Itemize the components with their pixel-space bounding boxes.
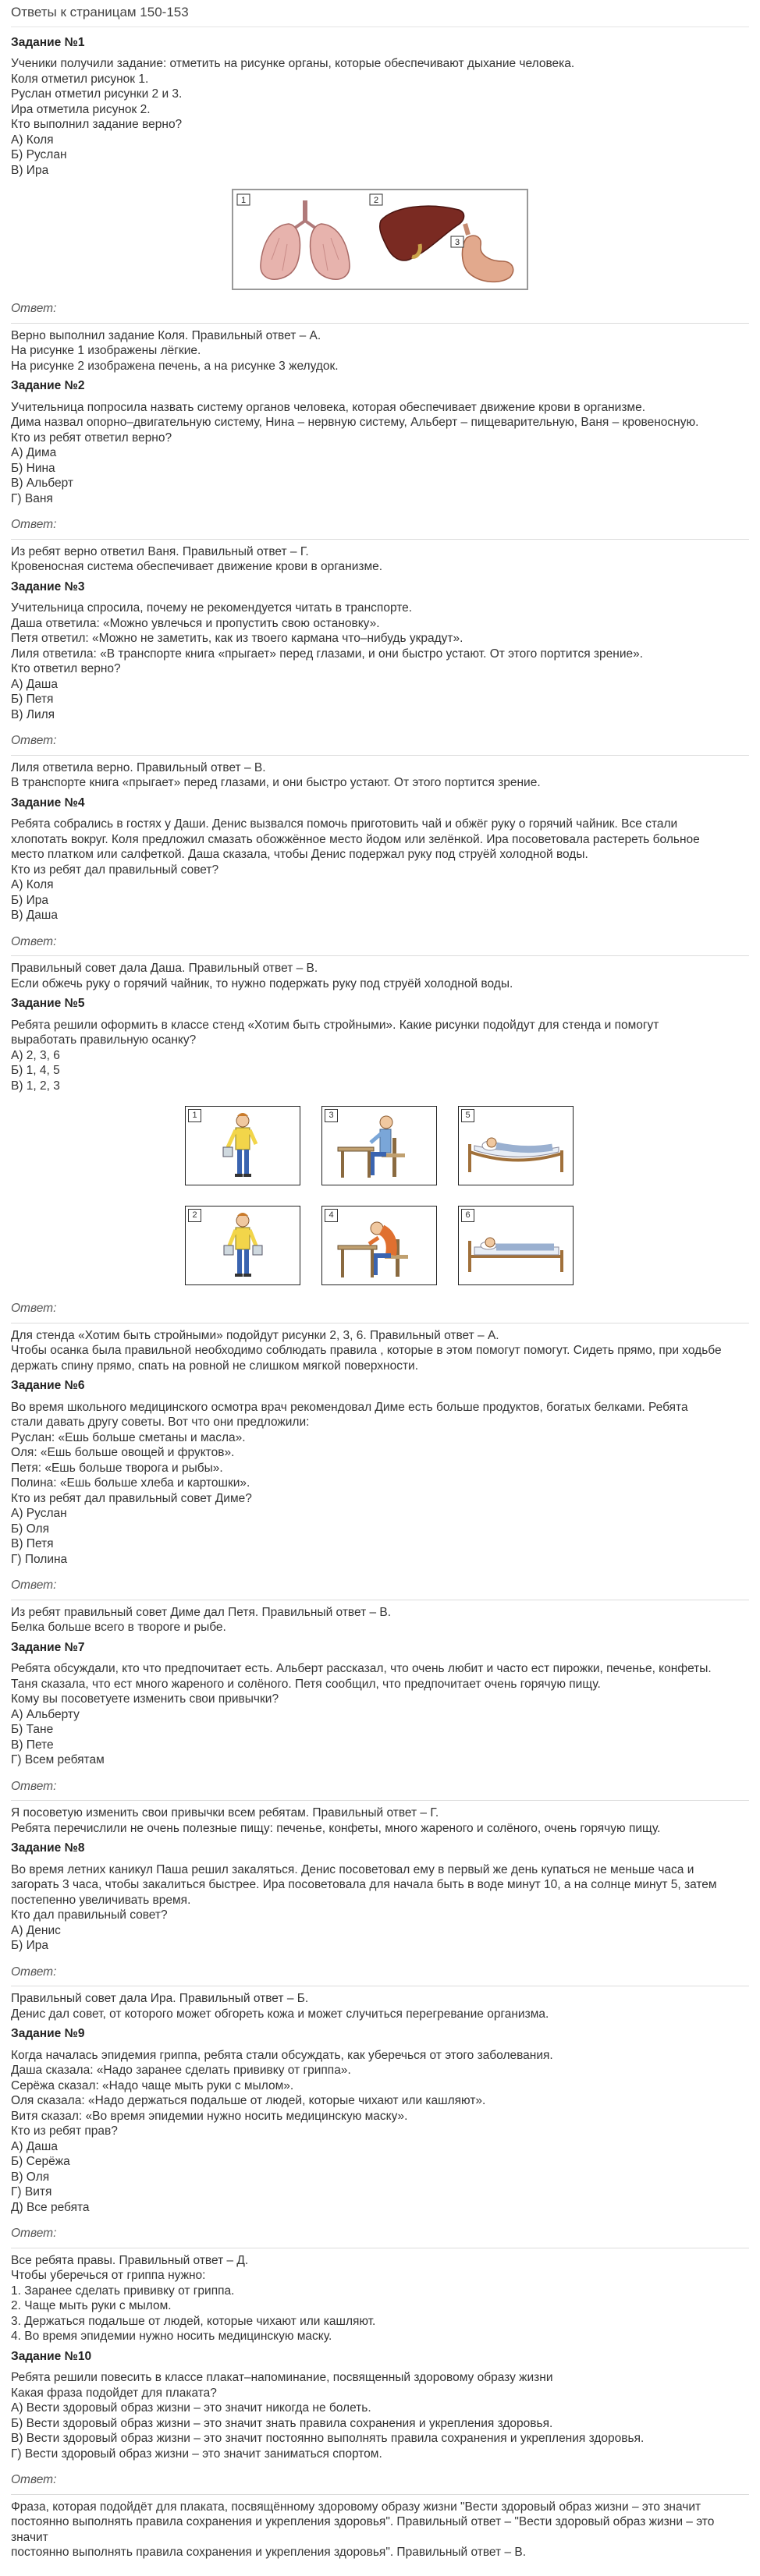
answer-line: 3. Держаться подальше от людей, которые чихают или кашляют. [11, 2314, 376, 2328]
question-line: Во время летних каникул Паша решил закаляться. Денис посоветовал ему в первый же день купаться не меньше часа и [11, 1862, 694, 1876]
question-line: Ребята собрались в гостях у Даши. Денис вызвался помочь приготовить чай и обжёг руку о горячий чайник. Все стали [11, 817, 678, 831]
question-line: Какая фраза подойдет для плаката? [11, 2386, 217, 2400]
posture-picture-5 [458, 1106, 574, 1185]
question-line: Кто выполнил задание верно? [11, 118, 183, 131]
question-line: Кто из ребят дал правильный совет Диме? [11, 1491, 252, 1505]
question-line: В) Альберт [11, 477, 73, 490]
question-line: место платком или салфеткой. Даша сказала, чтобы Денис подержал руку под струёй холодной воды. [11, 848, 588, 861]
task-section [11, 1378, 749, 1635]
question-line: Б) Ира [11, 1939, 49, 1952]
posture-picture-6 [458, 1206, 574, 1285]
question-line: Б) 1, 4, 5 [11, 1064, 60, 1077]
question-line: В) Пете [11, 1738, 54, 1752]
svg-text:1: 1 [240, 196, 247, 205]
answer-line: В транспорте книга «прыгает» перед глазами, и они быстро устают. От этого портится зрение. [11, 776, 541, 789]
answer-line: Кровеносная система обеспечивает движение крови в организме. [11, 560, 383, 573]
answer-divider [11, 539, 749, 540]
question-line: Петя: «Ешь больше творога и рыбы». [11, 1461, 223, 1475]
question-line: Учительница попросила назвать систему органов человека, которая обеспечивает движение крови в организме. [11, 400, 646, 414]
question-line: Ребята решили оформить в классе стенд «Хотим быть стройными». Какие рисунки подойдут для стенда и помогут [11, 1018, 659, 1032]
question-line: Б) Вести здоровый образ жизни – это значит знать правила сохранения и укрепления здоровья. [11, 2416, 553, 2430]
question-line: Коля отметил рисунок 1. [11, 72, 149, 86]
answer-line: постоянно выполнять правила сохранения и укрепления здоровья". Правильный ответ – "Вести здоровый образ жизни – это значит [11, 2515, 715, 2544]
answer-line: Для стенда «Хотим быть стройными» подойдут рисунки 2, 3, 6. Правильный ответ – А. [11, 1328, 499, 1342]
task-title: Задание №9 [11, 2027, 85, 2040]
question-line: Таня сказала, что ест много жареного и солёного. Петя сообщил, что предпочитает очень горячую пищу. [11, 1677, 601, 1691]
task-section [11, 795, 749, 992]
answer-divider [11, 1800, 749, 1801]
task-title: Задание №7 [11, 1640, 85, 1654]
svg-text:3: 3 [454, 238, 460, 247]
page-title: Ответы к страницам 150-153 [11, 5, 749, 27]
answer-label: Ответ: [11, 934, 57, 948]
figure-number-6: 6 [461, 1209, 474, 1222]
figure-number-2: 2 [188, 1209, 201, 1222]
question-line: Ира отметила рисунок 2. [11, 102, 151, 116]
question-line: Кто дал правильный совет? [11, 1908, 168, 1922]
task-section [11, 579, 749, 791]
answer-line: Я посоветую изменить свои привычки всем ребятам. Правильный ответ – Г. [11, 1806, 439, 1819]
question-line: хлопотать вокруг. Коля предложил смазать обожжённое место йодом или зелёнкой. Ира посоветовала растереть больное [11, 832, 700, 846]
question-line: Даша сказала: «Надо заранее сделать прививку от гриппа». [11, 2064, 351, 2077]
answer-label: Ответ: [11, 1779, 57, 1793]
answer-line: На рисунке 2 изображена печень, а на рисунке 3 желудок. [11, 359, 339, 373]
answer-line: Чтобы осанка была правильной необходимо соблюдать правила , которые в этом помогут помогут. Сидеть прямо, при ходьбе [11, 1344, 722, 1357]
figure-number-1 [237, 194, 250, 205]
question-line: стали давать другу советы. Вот что они предложили: [11, 1416, 310, 1429]
question-line: В) Вести здоровый образ жизни – это значит постоянно выполнять правила сохранения и укрепления здоровья. [11, 2432, 645, 2445]
task-section [11, 996, 749, 1373]
answer-divider [11, 755, 749, 756]
figure-number-4: 4 [325, 1209, 338, 1222]
figure-number-1: 1 [188, 1109, 201, 1122]
task-title: Задание №2 [11, 379, 85, 392]
answer-line: Правильный совет дала Ира. Правильный ответ – Б. [11, 1992, 309, 2005]
question-line: А) Вести здоровый образ жизни – это значит никогда не болеть. [11, 2401, 371, 2415]
answer-label: Ответ: [11, 1965, 57, 1979]
question-line: Кто из ребят дал правильный совет? [11, 863, 219, 877]
answer-line: Из ребят правильный совет Диме дал Петя. Правильный ответ – В. [11, 1605, 392, 1619]
answer-line: Белка больше всего в твороге и рыбе. [11, 1621, 226, 1634]
question-line: Даша ответила: «Можно увлечься и пропустить свою остановку». [11, 616, 380, 630]
question-line: Б) Нина [11, 461, 55, 475]
question-line: Б) Оля [11, 1522, 49, 1536]
question-line: А) Коля [11, 133, 54, 147]
answer-line: Денис дал совет, от которого может обгореть кожа и может случиться перегревание организма. [11, 2007, 549, 2021]
answer-label: Ответ: [11, 2473, 57, 2486]
question-line: загорать 3 часа, чтобы закалиться быстрее. Ира посоветовала для начала быть в воде минут 10, а на солнце минут 5, затем [11, 1878, 717, 1891]
answer-line: постоянно выполнять правила сохранения и укрепления здоровья". Правильный ответ – В. [11, 2546, 527, 2559]
task-title: Задание №10 [11, 2349, 92, 2363]
answer-line: 2. Чаще мыть руки с мылом. [11, 2299, 172, 2312]
answer-label: Ответ: [11, 518, 57, 531]
answer-label: Ответ: [11, 2227, 57, 2240]
task-list [11, 35, 749, 2560]
task-section [11, 378, 749, 575]
answer-line: Если обжечь руку о горячий чайник, то нужно подержать руку под струёй холодной воды. [11, 976, 513, 990]
answer-line: Ребята перечислили не очень полезные пищу: печенье, конфеты, много жареного и солёного, очень горячую пищу. [11, 1821, 661, 1835]
question-line: Г) Ваня [11, 491, 53, 505]
question-line: В) Даша [11, 909, 58, 922]
question-line: Ребята обсуждали, кто что предпочитает есть. Альберт рассказал, что очень любит и часто ест пирожки, печенье, конфеты. [11, 1662, 712, 1675]
question-line: Петя ответил: «Можно не заметить, как из твоего кармана что–нибудь украдут». [11, 632, 463, 645]
question-line: Ребята решили повесить в классе плакат–напоминание, посвященный здоровому образу жизни [11, 2371, 553, 2384]
answer-label: Ответ: [11, 734, 57, 747]
posture-picture-3 [321, 1106, 437, 1185]
task-title: Задание №1 [11, 35, 85, 49]
figure-number-3 [451, 236, 463, 247]
question-line: Лиля ответила: «В транспорте книга «прыгает» перед глазами, и они быстро устают. От этого портится зрение». [11, 647, 644, 661]
task-title: Задание №8 [11, 1841, 85, 1855]
answer-line: Все ребята правы. Правильный ответ – Д. [11, 2253, 249, 2267]
answer-line: 4. Во время эпидемии нужно носить медицинскую маску. [11, 2330, 332, 2343]
question-line: Когда началась эпидемия гриппа, ребята стали обсуждать, как уберечься от этого заболевания. [11, 2048, 553, 2062]
question-line: Витя сказал: «Во время эпидемии нужно носить медицинскую маску». [11, 2109, 408, 2123]
task-title: Задание №5 [11, 997, 85, 1010]
task-section [11, 2349, 749, 2560]
question-line: А) 2, 3, 6 [11, 1048, 60, 1062]
svg-text:2: 2 [373, 196, 379, 205]
answer-line: 1. Заранее сделать прививку от гриппа. [11, 2284, 235, 2298]
posture-picture-2 [185, 1206, 300, 1285]
task-section [11, 35, 749, 374]
question-line: Кому вы посоветуете изменить свои привычки? [11, 1692, 279, 1706]
question-line: Д) Все ребята [11, 2200, 90, 2214]
question-line: Б) Серёжа [11, 2155, 70, 2168]
answer-divider [11, 323, 749, 324]
posture-illustrations [185, 1106, 575, 1285]
answer-divider [11, 955, 749, 956]
answer-line: Верно выполнил задание Коля. Правильный ответ – А. [11, 328, 321, 342]
answer-line: Фраза, которая подойдёт для плаката, посвящённому здоровому образу жизни "Вести здоровый образ жизни – это значит [11, 2500, 701, 2514]
task-section [11, 2026, 749, 2344]
question-line: Полина: «Ешь больше хлеба и картошки». [11, 1476, 250, 1490]
question-line: А) Руслан [11, 1507, 67, 1520]
task-section [11, 1640, 749, 1837]
question-line: Дима назвал опорно–двигательную систему, Нина – нервную систему, Альберт – пищеварительную, Ваня – кровеносную. [11, 416, 699, 429]
question-line: Б) Тане [11, 1723, 54, 1736]
posture-picture-1 [185, 1106, 300, 1185]
question-line: В) Петя [11, 1537, 54, 1550]
answer-divider [11, 2494, 749, 2495]
answer-line: Чтобы уберечься от гриппа нужно: [11, 2269, 206, 2282]
answer-label: Ответ: [11, 1579, 57, 1592]
posture-picture-4 [321, 1206, 437, 1285]
answer-label: Ответ: [11, 1302, 57, 1315]
question-line: Во время школьного медицинского осмотра врач рекомендовал Диме есть больше продуктов, богатых белками. Ребята [11, 1400, 688, 1414]
question-line: постепенно увеличивать время. [11, 1893, 191, 1907]
task-title: Задание №3 [11, 579, 85, 594]
question-line: А) Коля [11, 878, 54, 891]
answer-line: Правильный совет дала Даша. Правильный ответ – В. [11, 962, 318, 975]
task-title: Задание №6 [11, 1379, 85, 1392]
answer-line: Лиля ответила верно. Правильный ответ – В. [11, 760, 266, 774]
answer-line: На рисунке 1 изображены лёгкие. [11, 344, 201, 357]
question-line: Руслан отметил рисунки 2 и 3. [11, 87, 183, 101]
answer-line: Из ребят верно ответил Ваня. Правильный ответ – Г. [11, 544, 309, 558]
answer-line: держать спину прямо, спать на ровной не слишком мягкой поверхности. [11, 1359, 419, 1373]
question-line: Учительница спросила, почему не рекомендуется читать в транспорте. [11, 601, 413, 615]
question-line: Г) Вести здоровый образ жизни – это значит заниматься спортом. [11, 2447, 382, 2461]
question-line: Кто из ребят ответил верно? [11, 431, 172, 445]
question-line: В) Оля [11, 2170, 50, 2184]
question-line: Оля: «Ешь больше овощей и фруктов». [11, 1446, 235, 1459]
question-line: Г) Полина [11, 1552, 68, 1566]
question-line: Серёжа сказал: «Надо чаще мыть руки с мылом». [11, 2078, 294, 2092]
question-line: А) Денис [11, 1923, 61, 1937]
figure-number-2 [370, 194, 382, 205]
question-line: Кто из ребят прав? [11, 2124, 118, 2138]
question-line: Г) Витя [11, 2185, 52, 2199]
question-line: Руслан: «Ешь больше сметаны и масла». [11, 1430, 246, 1444]
answer-label: Ответ: [11, 302, 57, 315]
question-line: Г) Всем ребятам [11, 1753, 105, 1766]
question-line: В) Лиля [11, 707, 55, 721]
question-line: А) Дима [11, 446, 57, 459]
question-line: Оля сказала: «Надо держаться подальше от людей, которые чихают или кашляют». [11, 2094, 486, 2107]
question-line: Б) Петя [11, 693, 54, 706]
question-line: А) Даша [11, 677, 58, 691]
question-line: А) Даша [11, 2139, 58, 2153]
question-line: В) 1, 2, 3 [11, 1079, 60, 1093]
question-line: Кто ответил верно? [11, 662, 121, 675]
organs-illustration [232, 189, 528, 290]
task-title: Задание №4 [11, 795, 85, 810]
question-line: Б) Ира [11, 893, 49, 907]
question-line: Ученики получили задание: отметить на рисунке органы, которые обеспечивают дыхание человека. [11, 57, 575, 70]
figure-number-3: 3 [325, 1109, 338, 1122]
figure-number-5: 5 [461, 1109, 474, 1122]
task-section [11, 1841, 749, 2021]
question-line: В) Ира [11, 163, 49, 177]
question-line: Б) Руслан [11, 148, 67, 161]
question-line: А) Альберту [11, 1707, 80, 1721]
question-line: выработать правильную осанку? [11, 1033, 197, 1047]
